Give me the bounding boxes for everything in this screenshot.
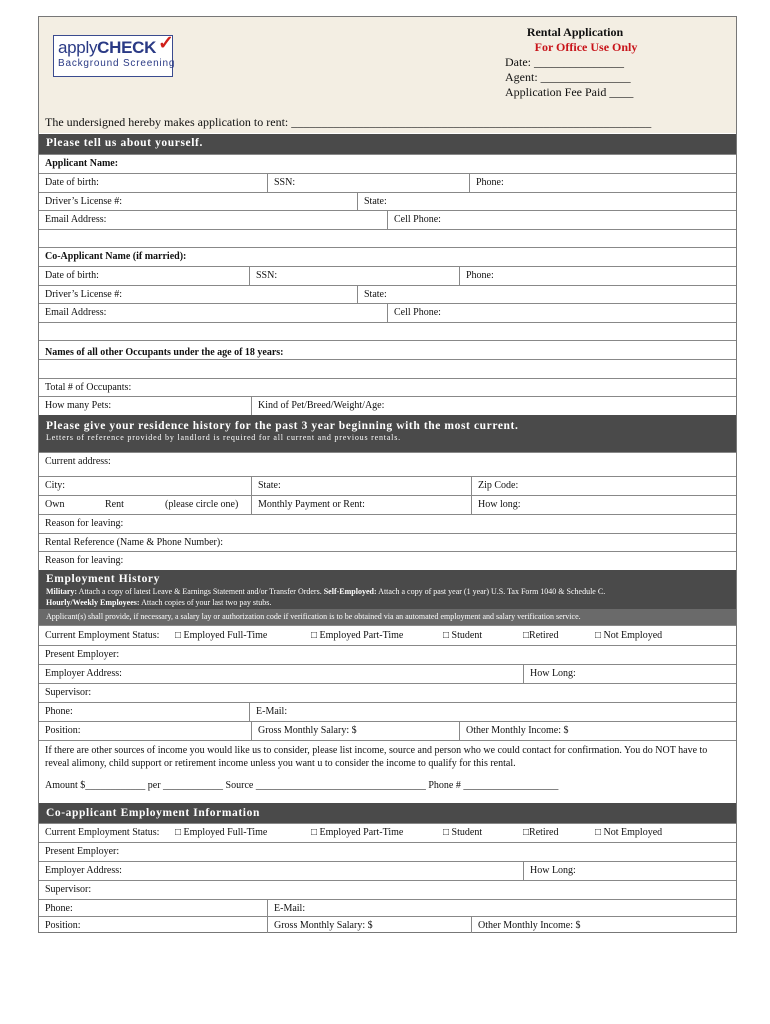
- employer-address-row[interactable]: Employer Address: How Long:: [39, 664, 736, 683]
- co-applicant-email-row[interactable]: Email Address: Cell Phone:: [39, 303, 736, 322]
- occupants-row[interactable]: Names of all other Occupants under the age of 18 years:: [39, 340, 736, 359]
- co-employment-section-bar: Co-applicant Employment Information: [39, 803, 736, 823]
- co-position-row[interactable]: Position: Gross Monthly Salary: $ Other Monthly Income: $: [39, 916, 736, 933]
- part-time-checkbox[interactable]: □ Employed Part-Time: [311, 630, 404, 641]
- reason-row[interactable]: Reason for leaving:: [39, 514, 736, 533]
- co-applicant-name-row[interactable]: Co-Applicant Name (if married):: [39, 247, 736, 266]
- not-employed-checkbox[interactable]: □ Not Employed: [595, 630, 663, 641]
- co-part-time-checkbox[interactable]: □ Employed Part-Time: [311, 827, 404, 838]
- co-retired-checkbox[interactable]: □Retired: [523, 827, 559, 838]
- blank-row[interactable]: [39, 229, 736, 247]
- employment-section-bar: Employment History Military: Attach a copy of latest Leave & Earnings Statement and/or Transfer Orders. Self-Employed: Attach a copy of past year (1 year) U.S. Tax Form 1040 & Schedule C. Hourly/Weekly Employees: Attach copies of your last two pay stubs.: [39, 570, 736, 625]
- co-phone-row[interactable]: Phone: E-Mail:: [39, 899, 736, 916]
- total-occupants-row[interactable]: Total # of Occupants:: [39, 378, 736, 396]
- city-row[interactable]: City: State: Zip Code:: [39, 476, 736, 495]
- office-use-block: [505, 25, 661, 100]
- rental-application-form: [38, 16, 737, 933]
- other-income-block[interactable]: If there are other sources of income you would like us to consider, please list income, source and person who we could contact for confirmation. You do NOT have to reveal alimony, child support or retirement income unless you want u to consider the income to qualify for this rental. Amount $____________ per ____________ Source __________________________________ Phone # ___________________: [39, 740, 736, 796]
- pets-row[interactable]: How many Pets: Kind of Pet/Breed/Weight/Age:: [39, 396, 736, 415]
- phone-row[interactable]: Phone: E-Mail:: [39, 702, 736, 721]
- office-use-label: For Office Use Only: [534, 40, 638, 54]
- retired-checkbox[interactable]: □Retired: [523, 630, 559, 641]
- applicant-license-row[interactable]: Driver’s License #: State:: [39, 192, 736, 210]
- authorization-note: Applicant(s) shall provide, if necessary, a salary lay or authorization code if verification is to be obtained via an automated employment and salary verification service.: [39, 609, 736, 625]
- co-supervisor-row[interactable]: Supervisor:: [39, 880, 736, 899]
- supervisor-row[interactable]: Supervisor:: [39, 683, 736, 702]
- co-full-time-checkbox[interactable]: □ Employed Full-Time: [175, 827, 268, 838]
- form-title: Rental Application: [526, 25, 624, 39]
- reason-row-2[interactable]: Reason for leaving:: [39, 551, 736, 570]
- full-time-checkbox[interactable]: □ Employed Full-Time: [175, 630, 268, 641]
- co-not-employed-checkbox[interactable]: □ Not Employed: [595, 827, 663, 838]
- date-field[interactable]: Date: _______________: [505, 55, 624, 69]
- employment-status-row[interactable]: Current Employment Status: □ Employed Full-Time □ Employed Part-Time □ Student □Retired □ Not Employed: [39, 625, 736, 645]
- checkmark-icon: ✓: [158, 33, 174, 54]
- applicant-name-row[interactable]: Applicant Name:: [39, 154, 736, 173]
- own-option[interactable]: Own: [45, 499, 65, 510]
- residence-section-bar: Please give your residence history for the past 3 year beginning with the most current. Letters of reference provided by landlord is required for all current and previous rentals.: [39, 415, 736, 452]
- blank-row[interactable]: [39, 322, 736, 340]
- form-header: [39, 17, 736, 133]
- position-row[interactable]: Position: Gross Monthly Salary: $ Other Monthly Income: $: [39, 721, 736, 740]
- applicant-dob-row[interactable]: Date of birth: SSN: Phone:: [39, 173, 736, 192]
- amount-line: Amount $____________ per ____________ Source __________________________________ Phone # ___________________: [45, 780, 559, 791]
- co-applicant-dob-row[interactable]: Date of birth: SSN: Phone:: [39, 266, 736, 285]
- co-applicant-license-row[interactable]: Driver’s License #: State:: [39, 285, 736, 303]
- about-section-bar: Please tell us about yourself.: [39, 134, 736, 154]
- co-present-employer-row[interactable]: Present Employer:: [39, 842, 736, 861]
- applycheck-logo: applyCHECK ✓ Background Screening: [53, 35, 173, 77]
- applicant-email-row[interactable]: Email Address: Cell Phone:: [39, 210, 736, 229]
- blank-row[interactable]: [39, 359, 736, 378]
- co-employment-status-row[interactable]: Current Employment Status: □ Employed Full-Time □ Employed Part-Time □ Student □Retired □ Not Employed: [39, 823, 736, 842]
- own-rent-row[interactable]: Own Rent (please circle one) Monthly Payment or Rent: How long:: [39, 495, 736, 514]
- current-address-row[interactable]: Current address:: [39, 452, 736, 476]
- fee-field[interactable]: Application Fee Paid ____: [505, 85, 634, 99]
- rental-reference-row[interactable]: Rental Reference (Name & Phone Number):: [39, 533, 736, 551]
- co-employer-address-row[interactable]: Employer Address: How Long:: [39, 861, 736, 880]
- student-checkbox[interactable]: □ Student: [443, 630, 483, 641]
- present-employer-row[interactable]: Present Employer:: [39, 645, 736, 664]
- rent-option[interactable]: Rent: [105, 499, 124, 510]
- undersigned-line[interactable]: The undersigned hereby makes application to rent: ____________________________________________________________: [45, 115, 652, 129]
- agent-field[interactable]: Agent: _______________: [505, 70, 631, 84]
- co-student-checkbox[interactable]: □ Student: [443, 827, 483, 838]
